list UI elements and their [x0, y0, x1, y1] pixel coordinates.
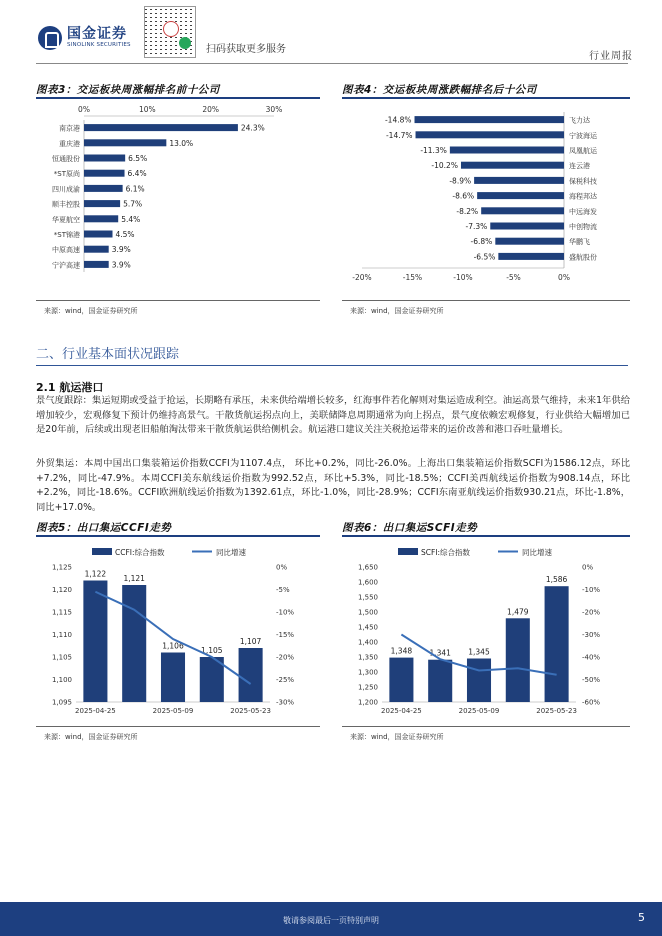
fig4-category-label: 中创物流	[569, 223, 597, 231]
fig4-category-label: 海程邦达	[569, 192, 597, 201]
fig3-category-label: 四川成渝	[52, 185, 80, 194]
fig6-legend-line-label: 同比增速	[522, 548, 552, 557]
fig6-y-right-tick: 0%	[582, 563, 594, 572]
fig4-category-label: 保税科技	[569, 177, 597, 186]
fig5-x-tick: 2025-04-25	[75, 707, 116, 715]
fig6-bar	[545, 586, 569, 702]
fig6-legend-bar-label: SCFI:综合指数	[421, 548, 471, 557]
fig6-source-rule	[342, 726, 630, 727]
fig3-category-label: 顺丰控股	[52, 200, 80, 209]
fig6-y-right-tick: -40%	[582, 653, 601, 662]
fig5-y-right-tick: -15%	[276, 631, 295, 639]
logo-cn: 国金证券	[67, 26, 127, 43]
fig5-bar	[83, 581, 107, 703]
fig3-value-label: 13.0%	[169, 138, 194, 148]
fig3-source-rule	[36, 300, 320, 301]
fig6-y-left-tick: 1,600	[357, 578, 378, 587]
fig3-value-label: 6.4%	[127, 169, 147, 179]
fig6-y-left-tick: 1,500	[357, 608, 378, 617]
fig4-chart	[342, 100, 630, 296]
fig5-chart	[36, 538, 320, 722]
fig3-x-tick: 20%	[202, 105, 220, 114]
fig3-source: 来源：wind，国金证券研究所	[44, 307, 138, 315]
qr-center-icon	[163, 21, 179, 37]
fig5-x-tick: 2025-05-23	[230, 707, 271, 715]
fig6-rule	[342, 535, 630, 537]
fig6-bar-value-label: 1,345	[468, 647, 490, 657]
fig4-x-tick: -5%	[506, 273, 521, 282]
fig6-title: 图表6：出口集运SCFI走势	[342, 522, 478, 534]
fig6-bar-value-label: 1,479	[507, 607, 529, 617]
fig6-y-right-tick: -50%	[582, 676, 601, 684]
fig3-bar	[84, 246, 109, 253]
fig6-bar	[467, 659, 491, 703]
fig5-y-right-tick: 0%	[276, 563, 288, 572]
fig4-value-label: -8.6%	[452, 191, 475, 201]
fig3-category-label: 恒通股份	[52, 155, 80, 163]
fig4-value-label: -6.8%	[470, 237, 493, 247]
fig3-bar	[84, 231, 113, 238]
fig3-bar	[84, 215, 118, 222]
fig5-y-right-tick: -5%	[276, 586, 290, 594]
fig5-y-left-tick: 1,115	[51, 608, 72, 617]
fig4-x-tick: -15%	[402, 273, 423, 282]
fig3-bar	[84, 200, 120, 207]
qr-code-icon[interactable]	[144, 6, 196, 58]
fig6-y-right-tick: -60%	[582, 698, 601, 707]
fig3-value-label: 4.5%	[115, 230, 135, 239]
fig4-category-label: 盛航股份	[569, 253, 597, 262]
fig3-value-label: 3.9%	[111, 260, 131, 270]
fig6-bar	[389, 658, 413, 702]
fig6-y-left-tick: 1,200	[357, 698, 378, 707]
fig6-bar-value-label: 1,586	[545, 575, 568, 585]
fig3-bar	[84, 139, 166, 146]
fig5-bar	[122, 585, 146, 702]
subsection-title: 2.1 航运港口	[36, 381, 104, 394]
fig4-bar	[461, 162, 564, 169]
fig3-x-tick: 10%	[138, 105, 156, 114]
fig5-rule	[36, 535, 320, 537]
fig3-value-label: 6.5%	[128, 154, 148, 163]
fig4-source: 来源：wind，国金证券研究所	[350, 307, 444, 315]
fig6-bar	[506, 618, 530, 702]
company-logo	[38, 26, 131, 50]
fig3-category-label: 重庆港	[59, 139, 80, 148]
fig3-x-tick: 30%	[265, 105, 283, 114]
fig3-x-tick: 0%	[78, 105, 90, 114]
fig4-category-label: 飞力达	[569, 116, 590, 125]
fig5-y-right-tick: -20%	[276, 653, 295, 662]
fig4-title: 图表4：交运板块周涨跌幅排名后十公司	[342, 84, 537, 96]
report-type: 行业周报	[589, 51, 633, 62]
logo-en: SINOLINK SECURITIES	[67, 42, 131, 49]
fig3-chart	[36, 100, 320, 296]
fig5-legend-bar-label: CCFI:综合指数	[115, 548, 165, 557]
fig4-value-label: -8.9%	[449, 176, 472, 186]
fig5-bar	[161, 653, 185, 703]
fig4-value-label: -14.7%	[385, 130, 413, 140]
fig5-bar-value-label: 1,121	[123, 574, 145, 583]
fig5-y-left-tick: 1,120	[51, 586, 72, 594]
fig5-y-left-tick: 1,105	[51, 653, 72, 662]
logo-icon	[38, 26, 62, 50]
fig6-bar-value-label: 1,348	[390, 646, 413, 656]
fig3-category-label: 中原高速	[52, 246, 80, 255]
qr-badge-icon	[179, 37, 191, 49]
fig6-y-right-tick: -10%	[582, 586, 601, 594]
fig3-value-label: 5.7%	[123, 199, 143, 209]
fig6-x-tick: 2025-05-23	[536, 707, 577, 715]
fig3-value-label: 3.9%	[111, 245, 131, 255]
fig5-y-left-tick: 1,095	[51, 698, 72, 707]
fig4-category-label: 凤凰航运	[569, 147, 597, 155]
fig6-legend-bar-swatch	[398, 548, 418, 555]
fig4-value-label: -10.2%	[431, 161, 458, 171]
fig3-rule	[36, 97, 320, 99]
paragraph-outlook: 景气度跟踪：集运短期或受益于抢运，长期略有承压，未来供给端增长较多，红海事件若化解则对集运造成利空。油运高景气维持，未来1年供给增加较少，宏观修复下预计仍维持高景气。干散货航运拐点向上，美联储降息周期通常为向上拐点，景气度依赖宏观修复，行业供给大幅增加已是20年前，后续或出现老旧船舶淘汰带来干散货航运供给侧机会。航运港口建议关注关税抢运带来的运价改善和港口吞吐量增长。	[36, 395, 630, 435]
fig5-title: 图表5：出口集运CCFI走势	[36, 522, 172, 534]
page-number: 5	[638, 911, 645, 924]
fig4-bar	[415, 116, 564, 123]
fig5-bar-value-label: 1,106	[162, 641, 184, 651]
fig6-y-left-tick: 1,450	[357, 623, 378, 632]
fig5-x-tick: 2025-05-09	[152, 707, 194, 715]
fig5-y-left-tick: 1,110	[51, 631, 72, 639]
fig3-value-label: 24.3%	[240, 123, 265, 133]
fig4-bar	[481, 207, 564, 214]
fig3-category-label: 宁沪高速	[52, 261, 80, 270]
fig5-source: 来源：wind，国金证券研究所	[44, 733, 138, 741]
fig4-value-label: -6.5%	[473, 252, 496, 262]
fig6-bar	[428, 660, 452, 702]
fig4-x-tick: -20%	[352, 273, 372, 282]
section-title: 二、行业基本面状况跟踪	[36, 347, 180, 362]
fig3-category-label: *ST锦港	[53, 231, 80, 239]
section-divider	[36, 365, 628, 366]
header-divider	[36, 63, 628, 64]
fig3-bar	[84, 155, 125, 162]
fig6-x-tick: 2025-05-09	[458, 707, 500, 715]
fig3-bar	[84, 170, 125, 177]
fig4-category-label: 华鹏飞	[569, 238, 590, 247]
fig3-bar	[84, 185, 123, 192]
fig3-category-label: 华夏航空	[52, 215, 80, 224]
fig4-bar	[474, 177, 564, 184]
fig6-y-left-tick: 1,650	[357, 563, 378, 572]
fig6-x-tick: 2025-04-25	[381, 707, 422, 715]
fig3-bar	[84, 124, 238, 131]
fig4-value-label: -8.2%	[456, 206, 479, 216]
fig4-bar	[490, 223, 564, 230]
fig3-value-label: 6.1%	[125, 184, 145, 194]
fig5-bar-value-label: 1,107	[239, 637, 262, 646]
fig4-bar	[450, 147, 564, 154]
fig6-y-right-tick: -20%	[582, 608, 601, 617]
fig5-source-rule	[36, 726, 320, 727]
fig5-y-right-tick: -30%	[276, 698, 295, 707]
fig4-value-label: -11.3%	[420, 146, 447, 155]
footer-disclaimer[interactable]: 敬请参阅最后一页特别声明	[283, 916, 379, 925]
fig5-legend-bar-swatch	[92, 548, 112, 555]
fig4-x-tick: -10%	[453, 273, 473, 282]
fig4-bar	[477, 192, 564, 199]
fig6-y-left-tick: 1,400	[357, 638, 378, 647]
fig4-category-label: 中远海发	[569, 207, 597, 216]
fig5-legend-line-label: 同比增速	[216, 548, 246, 557]
fig4-category-label: 连云港	[569, 162, 590, 171]
fig4-value-label: -14.8%	[384, 115, 412, 125]
fig4-category-label: 宁波海运	[569, 131, 597, 140]
fig5-bar-value-label: 1,122	[84, 569, 107, 579]
fig4-value-label: -7.3%	[465, 222, 488, 231]
fig4-x-tick: 0%	[558, 273, 570, 282]
fig6-source: 来源：wind，国金证券研究所	[350, 733, 444, 741]
fig6-y-left-tick: 1,250	[357, 683, 378, 692]
fig5-bar-value-label: 1,105	[201, 646, 223, 655]
fig6-y-left-tick: 1,300	[357, 668, 378, 677]
fig4-bar	[495, 238, 564, 245]
fig5-bar	[239, 648, 263, 702]
fig4-rule	[342, 97, 630, 99]
fig6-y-right-tick: -30%	[582, 631, 601, 639]
fig6-chart	[342, 538, 630, 722]
fig6-y-left-tick: 1,550	[357, 593, 378, 602]
fig6-bar-value-label: 1,341	[429, 648, 451, 658]
fig4-bar	[416, 131, 564, 138]
fig4-bar	[498, 253, 564, 260]
fig5-y-left-tick: 1,100	[51, 676, 72, 684]
fig5-y-right-tick: -10%	[276, 608, 295, 617]
qr-caption: 扫码获取更多服务	[206, 44, 286, 55]
fig3-category-label: 南京港	[59, 124, 80, 133]
fig4-source-rule	[342, 300, 630, 301]
paragraph-container-freight: 外贸集运：本周中国出口集装箱运价指数CCFI为1107.4点， 环比+0.2%，同比-26.0%。上海出口集装箱运价指数SCFI为1586.12点，环比+7.2%，同比-47.9%。本周CCFI美东航线运价指数为992.52点，环比+5.3%，同比-18.5%；CCFI美西航线运价指数为908.14点，环比+2.2%，同比-18.6%。CCFI欧洲航线运价指数为1392.61点，环比-1.0%，同比-28.9%；CCFI东南亚航线运价指数930.21点，环比-1.8%，同比+17.0%。	[36, 458, 630, 513]
fig6-y-left-tick: 1,350	[357, 653, 378, 662]
fig3-category-label: *ST原尚	[53, 170, 80, 179]
fig3-title: 图表3：交运板块周涨幅排名前十公司	[36, 84, 220, 96]
fig5-y-right-tick: -25%	[276, 676, 295, 684]
fig5-y-left-tick: 1,125	[51, 563, 72, 572]
fig3-value-label: 5.4%	[121, 214, 141, 224]
fig3-bar	[84, 261, 109, 268]
